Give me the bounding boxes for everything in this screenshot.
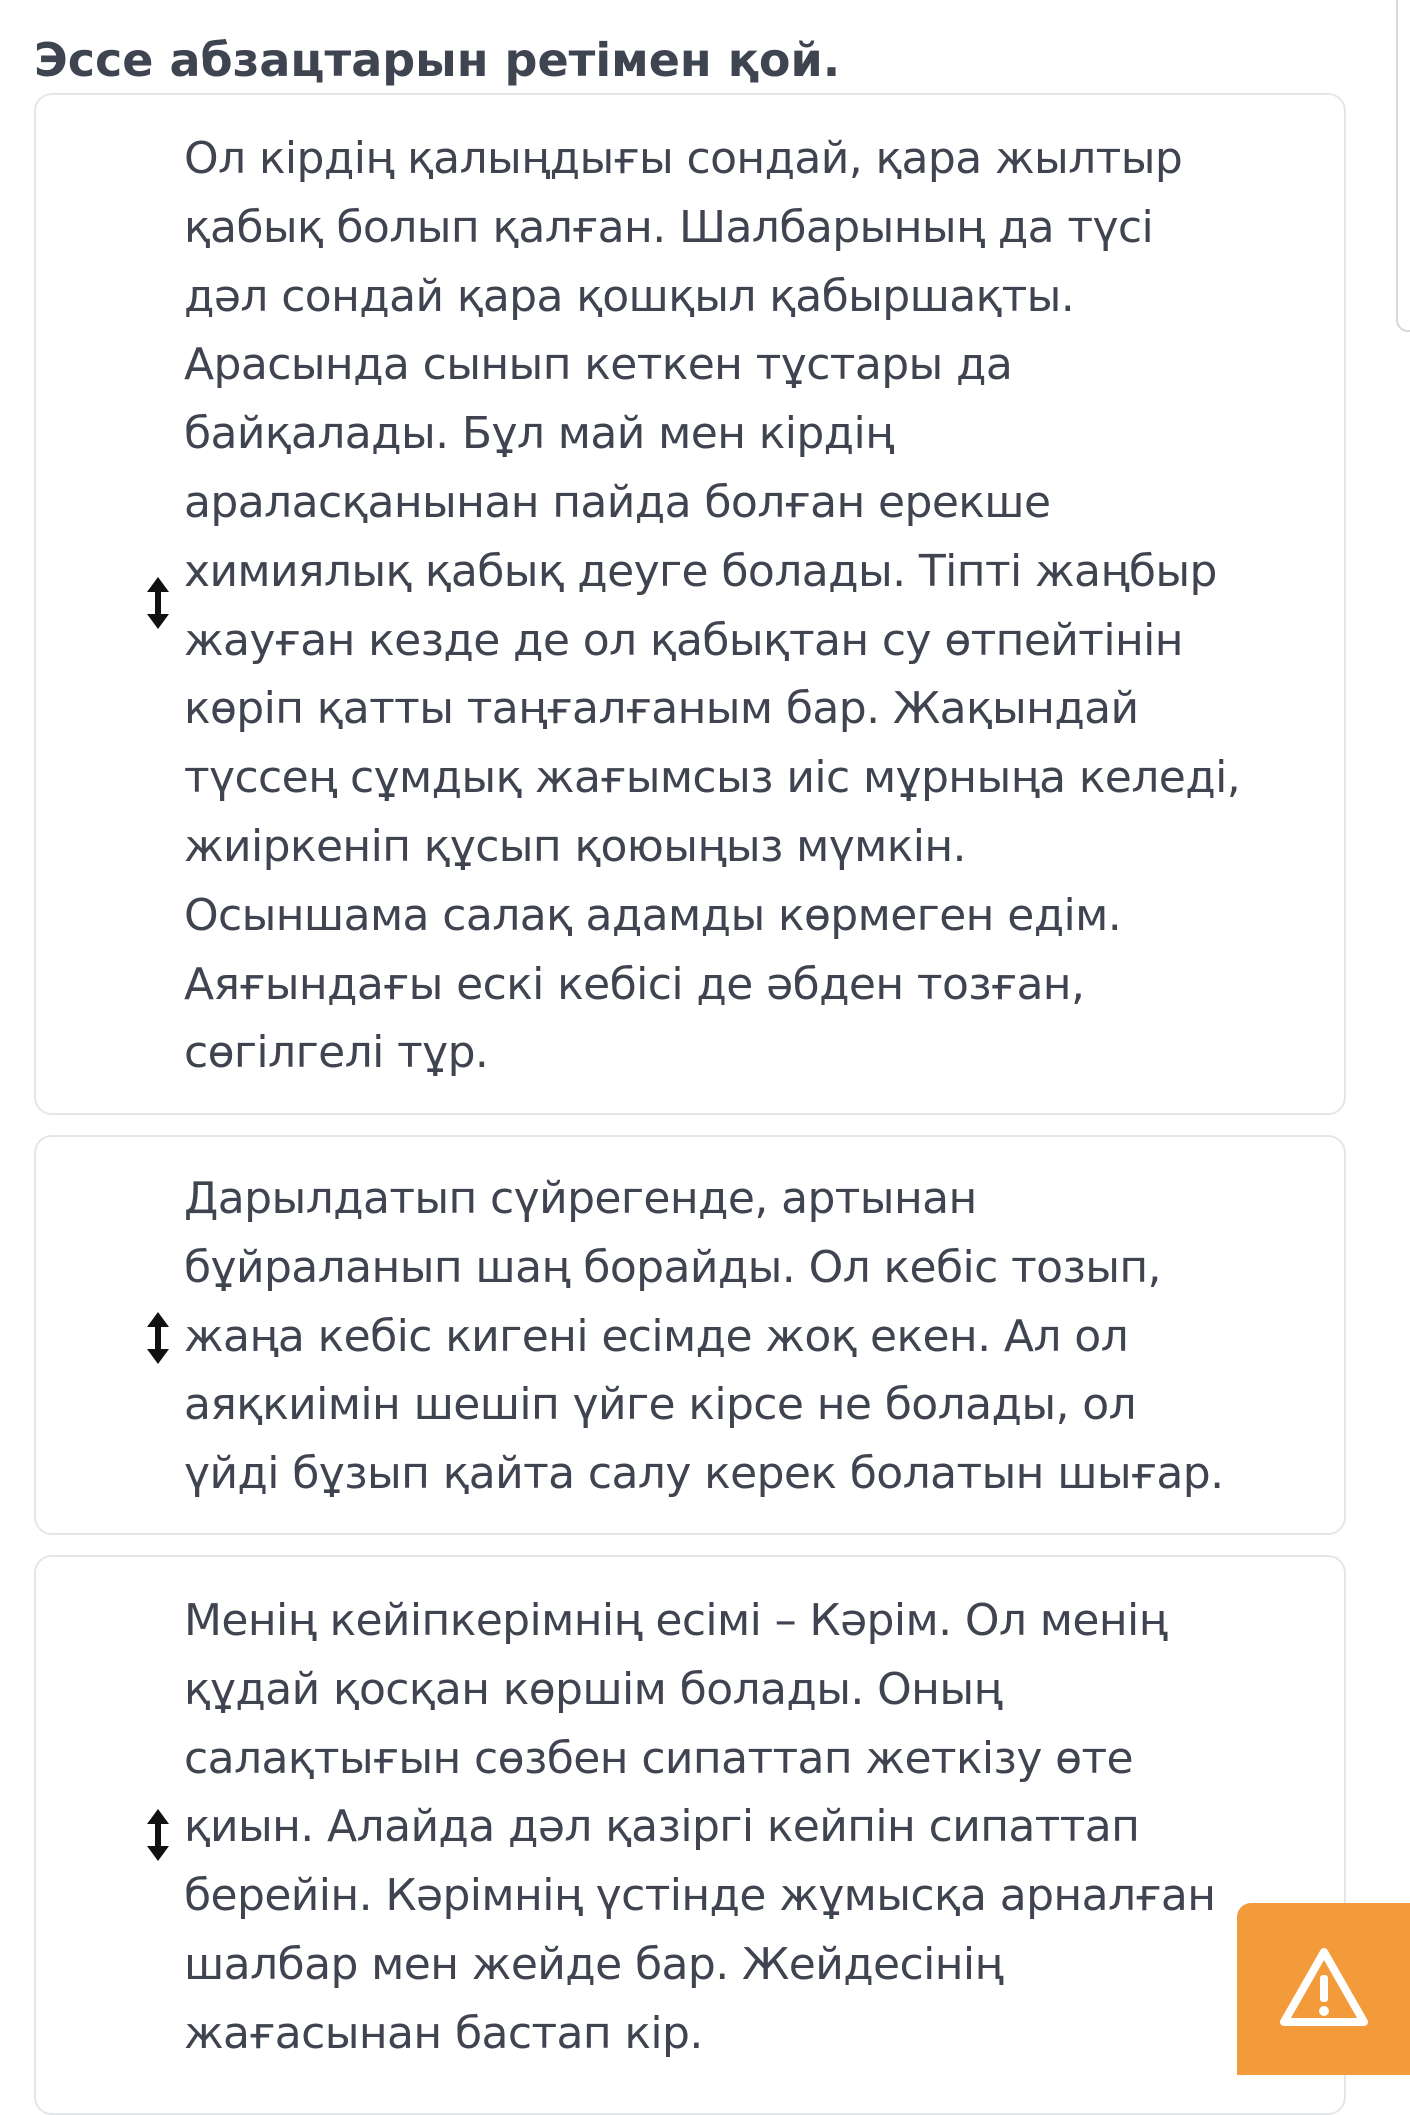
text-line: жағасынан бастап кір. xyxy=(184,2007,703,2059)
text-line: қабық болып қалған. Шалбарының да түсі xyxy=(184,201,1154,253)
text-line: түссең сұмдық жағымсыз иіс мұрныңа келеді, xyxy=(184,752,1241,804)
text-line: бұйраланып шаң борайды. Ол кебіс тозып, xyxy=(184,1241,1161,1293)
text-line: шалбар мен жейде бар. Жейдесінің xyxy=(184,1938,1003,1990)
text-line: Осыншама салақ адамды көрмеген едім. xyxy=(184,889,1122,941)
warning-triangle-icon xyxy=(1277,1945,1371,2033)
report-problem-button[interactable] xyxy=(1237,1903,1410,2075)
text-line: химиялық қабық деуге болады. Тіпті жаңбыр xyxy=(184,545,1217,597)
text-line: сөгілгелі тұр. xyxy=(184,1027,489,1079)
sortable-paragraph-card-3[interactable] xyxy=(34,1555,1346,2115)
side-panel-edge xyxy=(1396,0,1410,332)
page-title: Эссе абзацтарын ретімен қой. xyxy=(34,33,841,87)
text-line: байқалады. Бұл май мен кірдің xyxy=(184,408,894,460)
paragraph-text xyxy=(184,1165,1314,1509)
vertical-resize-arrows-icon[interactable] xyxy=(136,575,180,631)
text-line: үйді бұзып қайта салу керек болатын шығар. xyxy=(184,1448,1224,1500)
text-line: жауған кезде де ол қабықтан су өтпейтінін xyxy=(184,614,1183,666)
text-line: дәл сондай қара қошқыл қабыршақты. xyxy=(184,270,1075,322)
vertical-resize-arrows-icon[interactable] xyxy=(136,1807,180,1863)
text-line: салақтығын сөзбен сипаттап жеткізу өте xyxy=(184,1732,1134,1784)
text-line: көріп қатты таңғалғаным бар. Жақындай xyxy=(184,683,1139,735)
paragraph-text xyxy=(184,125,1314,1088)
text-line: жаңа кебіс кигені есімде жоқ екен. Ал ол xyxy=(184,1310,1129,1362)
text-line: Арасында сынып кеткен тұстары да xyxy=(184,339,1013,391)
text-line: аяқкиімін шешіп үйге кірсе не болады, ол xyxy=(184,1379,1137,1431)
paragraph-text xyxy=(184,1587,1314,2069)
text-line: құдай қосқан көршім болады. Оның xyxy=(184,1663,1002,1715)
text-line: Менің кейіпкерімнің есімі – Кәрім. Ол менің xyxy=(184,1595,1168,1646)
sortable-paragraph-card-2[interactable] xyxy=(34,1135,1346,1535)
text-line: араласқанынан пайда болған ерекше xyxy=(184,476,1051,528)
sortable-paragraph-card-1[interactable] xyxy=(34,93,1346,1115)
text-line: берейін. Кәрімнің үстінде жұмысқа арналған xyxy=(184,1870,1216,1922)
text-line: Дарылдатып сүйрегенде, артынан xyxy=(184,1173,977,1224)
text-line: жиіркеніп құсып қоюыңыз мүмкін. xyxy=(184,820,966,872)
text-line: Ол кірдің қалыңдығы сондай, қара жылтыр xyxy=(184,133,1183,184)
text-line: Аяғындағы ескі кебісі де әбден тозған, xyxy=(184,958,1085,1010)
text-line: қиын. Алайда дәл қазіргі кейпін сипаттап xyxy=(184,1801,1140,1853)
vertical-resize-arrows-icon[interactable] xyxy=(136,1310,180,1366)
